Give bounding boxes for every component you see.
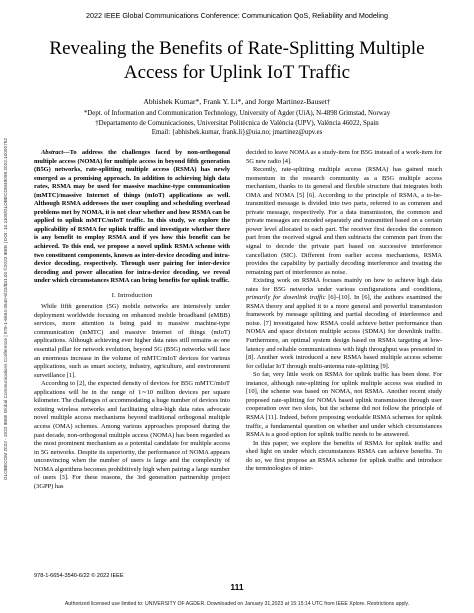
emphasis-text: primarily for downlink traffic: [246, 294, 326, 302]
abstract: [34, 149, 230, 286]
doi-sidebar: GLOBECOM 2022 - 2022 IEEE Global Communications Conference | 978-1-6654-3540-6/22/$31.00 ©2022 IEEE | DOI: 10.1109/GLOBECOM48099.2022.10000752: [3, 138, 8, 480]
paragraph: Recently, rate-splitting multiple access (RSMA) has gained much momentum in the research community as a B5G multiple access mechanism, thanks to its general and flexible structure that integrates both OMA and NOMA [5] [6]. According to the principle of RSMA, a to-be-transmitted message is divided into two parts, referred to as common and private message, respectively. For a data transmission, the common and private messages are encoded separately and transmitted based on a certain power level allocated to each part. The receiver first decodes the common part from the received signal and then subtracts the common part from the signal to decode the private part based on successive interference cancellation (SIC). Different from earlier access mechanisms, RSMA provides the capability by partially decoding interference and treating the remaining part of interference as noise.: [246, 166, 442, 276]
paragraph: [246, 277, 442, 371]
affiliation-uia: *Dept. of Information and Communication Technology, University of Agder (UiA), N-4898 Grimstad, Norway: [83, 110, 391, 117]
paragraph-text: Existing work on RSMA focuses mainly on how to achieve high data rates for B5G networks under various configurations and conditions,: [246, 277, 442, 293]
page-number: 111: [230, 582, 244, 592]
paragraph-text: [6]–[10]. In [6], the authors examined the RSMA theory and applied it to a more general and powerful transmission framework by message splitting and partial decoding of interference and noise. [7] investigated how RSMA could achieve better performance than NOMA and space division multiple access (SDMA) for downlink traffic. Furthermore, an optimal system design based on RSMA targeting at low-latency and reliable communications with high throughput was presented in [8]. Another work introduced a new RSMA based multiple access scheme for cellular IoT through multi-antenna rate-splitting [9].: [246, 294, 442, 370]
author-emails: Email: {abhishek.kumar, frank.li}@uia.no; jmartinez@upv.es: [151, 129, 323, 136]
paragraph: While fifth generation (5G) mobile networks are intensively under deployment worldwide focusing on enhanced mobile broadband (eMBB) services, more attention is being paid to massive machine-type communication (mMTC) and massive Internet of things (mIoT) applications. Although achieving ever higher data rates still remains as one essential pillar for network evolution, beyond 5G (B5G) networks will face an enormous increase in the volume of mMTC/mIoT devices for various applications, such as smart society, industry, agriculture, and environment surveillance [1].: [34, 303, 230, 379]
left-column: [34, 149, 230, 491]
license-footer: Authorized licensed use limited to: UNIVERSITY OF AGDER. Downloaded on January 31,2023 at 15:15:14 UTC from IEEE Xplore. Restrictions apply.: [64, 601, 410, 607]
abstract-label: Abstract: [41, 149, 64, 156]
paragraph: In this paper, we explore the benefits of RSMA for uplink traffic and shed light on under which circumstances RSMA can achieve benefits. To do so, we first propose an RSMA scheme for uplink traffic and introduce the terminologies of inter-: [246, 439, 442, 473]
section-heading-introduction: I. Introduction: [111, 291, 153, 299]
abstract-text: —To address the challenges faced by non-orthogonal multiple access (NOMA) for multiple access in beyond fifth generation (B5G) networks, rate-splitting multiple access (RSMA) has newly emerged as a promising approach. In addition to achieving high data rates, RSMA may be used for massive machine-type communication (mMTC)/massive Internet of things (mIoT) applications as well. Although RSMA addresses the user coupling and scheduling overhead problems met by NOMA, it is not clear whether and how RSMA can be applied to uplink mMTC/mIoT traffic. In this study, we explore the applicability of RSMA for uplink traffic and investigate whether there is any benefit to employ RSMA and if yes how this benefit can be achieved. To this end, we propose a novel uplink RSMA scheme with two constituent components, known as inter-device decoding and intra-device decoding, respectively. Through user pairing for inter-device decoding and power allocation for intra-device decoding, we reveal under which circumstances RSMA can bring benefits for uplink traffic.: [34, 149, 230, 285]
paper-title-line-2: Access for Uplink IoT Traffic: [123, 62, 351, 83]
right-column: [246, 149, 442, 474]
paragraph: decided to leave NOMA as a study-item for B5G instead of a work-item for 5G new radio [4].: [246, 149, 442, 165]
conference-header: 2022 IEEE Global Communications Conference: Communication QoS, Reliability and Modeling: [85, 11, 389, 20]
affiliation-upv: †Departamento de Comunicaciones, Universitat Politècnica de València (UPV), València 46022, Spain: [95, 119, 379, 127]
paragraph: According to [2], the expected density of devices for B5G mMTC/mIoT applications will be in the range of 1∼10 million devices per square kilometer. The challenges of accommodating a huge number of devices into existing wireless networks and facilitating ultra-high data rates advocate novel multiple access mechanisms beyond traditional orthogonal multiple access (OMA) schemes. Among various approaches proposed during the past decade, non-orthogonal multiple access (NOMA) has been regarded as the most prominent mechanism as a potential candidate for multiple access in 5G networks. Despite its superiority, the performance of NOMA appears unconvincing when the number of users is large and the complexity of NOMA algorithms becomes prohibitively high when pairing a large number of users [3]. For these reasons, the 3rd generation partnership project (3GPP) has: [34, 380, 231, 490]
paper-title: [20, 37, 454, 85]
paragraph: So far, very little work on RSMA for uplink traffic has been done. For instance, although rate-splitting for uplink multiple access was studied in [10], the scheme was based on NOMA, not RSMA. Another recent study proposed rate-splitting for NOMA based uplink transmission through user cooperation over two slots, but the scheme did not follow the principle of RSMA [11]. Indeed, before proposing workable RSMA schemes for uplink traffic, a fundamental question on whether and under which circumstances RSMA is a good option for uplink traffic needs to be answered.: [246, 371, 442, 439]
paper-title-line-1: Revealing the Benefits of Rate-Splitting Multiple: [49, 38, 425, 59]
copyright-notice: 978-1-6654-3540-6/22 © 2022 IEEE: [34, 573, 124, 579]
author-list: Abhishek Kumar*, Frank Y. Li*, and Jorge Martinez-Bauset†: [143, 97, 331, 106]
